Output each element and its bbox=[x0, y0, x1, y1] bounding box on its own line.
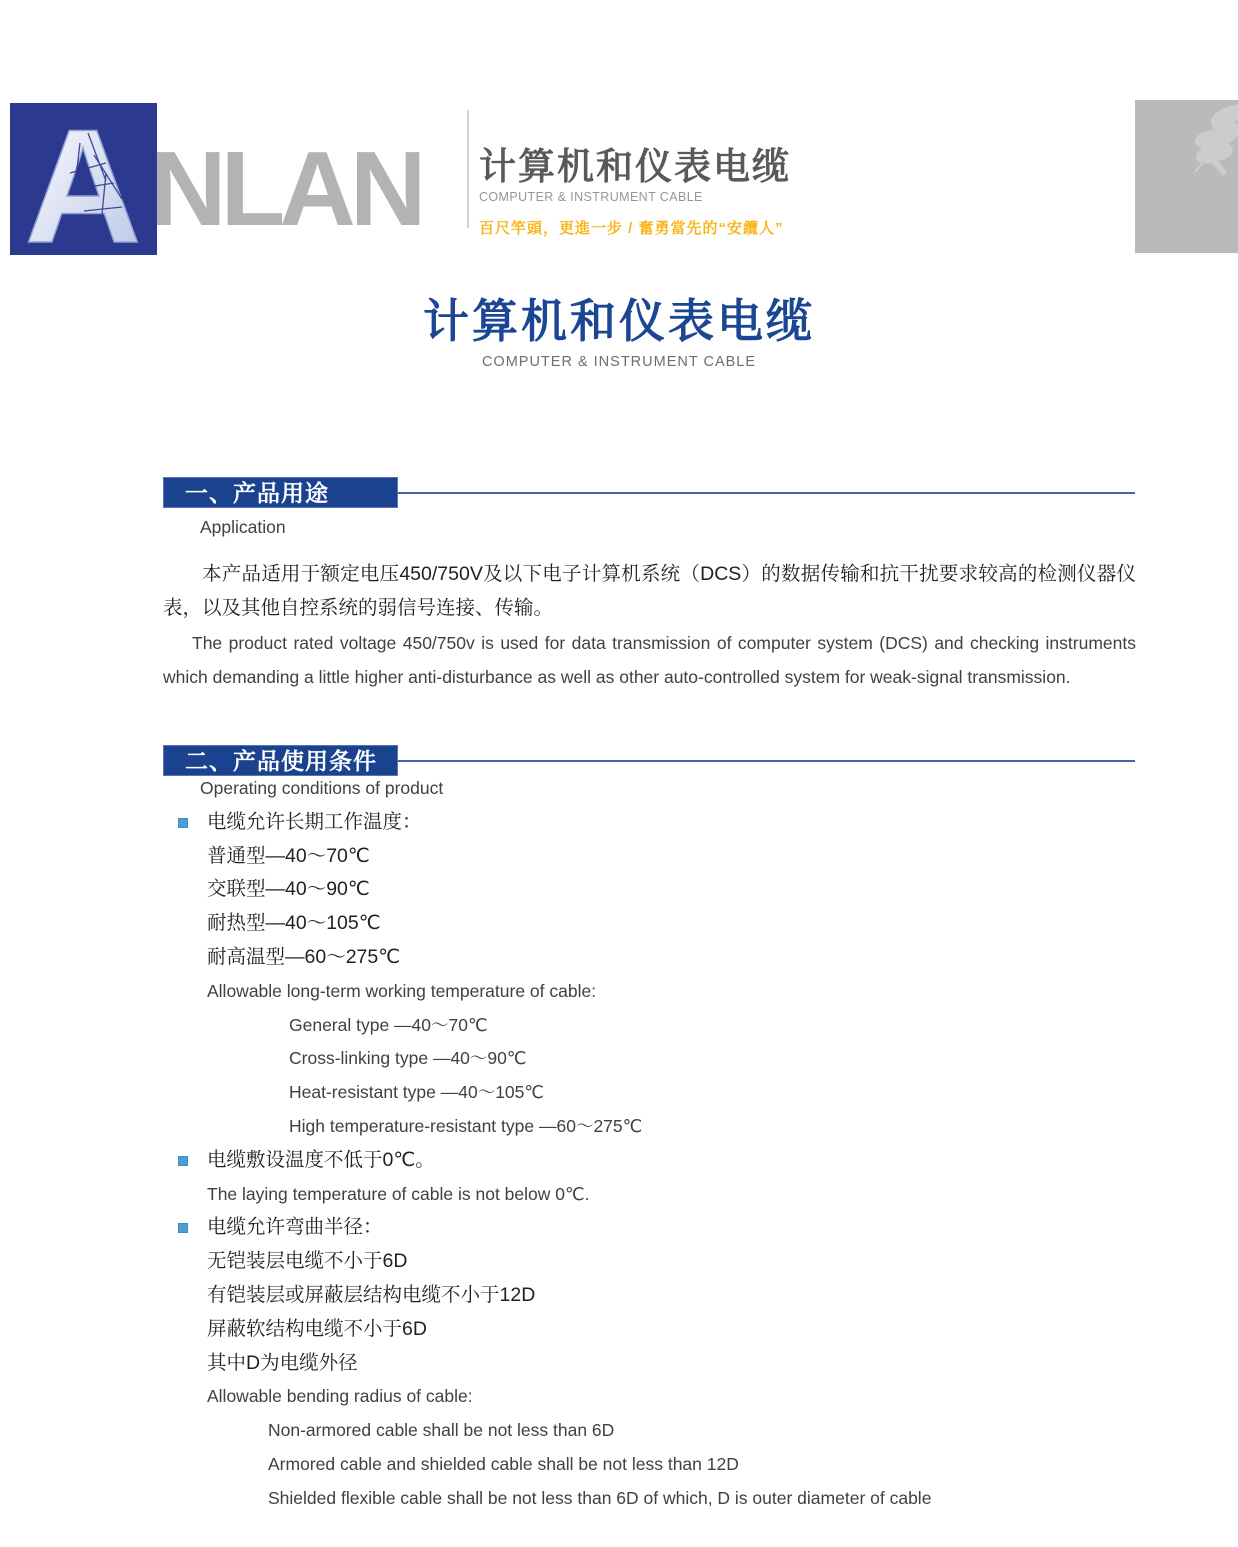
bending-line-diameter-cn: 其中D为电缆外径 bbox=[207, 1351, 358, 1374]
temp-line-heat-cn: 耐热型—40～105℃ bbox=[207, 912, 381, 935]
temp-line-general-cn: 普通型—40～70℃ bbox=[207, 844, 370, 867]
bending-line-armored-en: Armored cable and shielded cable shall be not less than 12D bbox=[268, 1453, 739, 1474]
page-title-block bbox=[0, 296, 1238, 370]
section1-heading-bar: 一、产品用途 bbox=[163, 477, 398, 508]
header-product-title-en: COMPUTER & INSTRUMENT CABLE bbox=[479, 189, 703, 204]
bullet-square-icon bbox=[178, 818, 188, 828]
list-item-laying bbox=[163, 1144, 1136, 1178]
section2-heading-bar: 二、产品使用条件 bbox=[163, 745, 398, 776]
page-subtitle: COMPUTER & INSTRUMENT CABLE bbox=[481, 353, 757, 370]
header-divider bbox=[467, 110, 469, 228]
bending-line-armored-cn: 有铠装层或屏蔽层结构电缆不小于12D bbox=[207, 1283, 536, 1306]
logo-letter: A bbox=[24, 103, 142, 255]
page-title: 计算机和仪表电缆 bbox=[423, 295, 815, 347]
temp-line-crosslink-en: Cross-linking type —40～90℃ bbox=[289, 1048, 527, 1069]
list-item-bending bbox=[163, 1211, 1136, 1245]
section1-heading bbox=[163, 477, 1135, 508]
temp-line-crosslink-cn: 交联型—40～90℃ bbox=[207, 878, 370, 901]
bullet-square-icon bbox=[178, 1223, 188, 1233]
list-item-title: 电缆允许长期工作温度： bbox=[207, 810, 422, 833]
section2-subtitle: Operating conditions of product bbox=[200, 778, 444, 798]
bullet-square-icon bbox=[178, 1156, 188, 1166]
section1-subtitle: Application bbox=[200, 517, 286, 537]
laying-line-en: The laying temperature of cable is not below 0℃. bbox=[207, 1183, 590, 1204]
section1-rule bbox=[398, 492, 1135, 494]
list-item-title: 电缆敷设温度不低于0℃。 bbox=[207, 1148, 435, 1171]
bending-line-nonarmored-cn: 无铠装层电缆不小于6D bbox=[207, 1250, 408, 1273]
corner-decoration bbox=[1135, 100, 1238, 253]
bending-line-shielded-cn: 屏蔽软结构电缆不小于6D bbox=[207, 1317, 427, 1340]
conditions-list bbox=[163, 772, 1136, 1516]
bending-line-nonarmored-en: Non-armored cable shall be not less than 6D bbox=[268, 1420, 615, 1441]
temp-line-general-en: General type —40～70℃ bbox=[289, 1014, 488, 1035]
temp-intro-en: Allowable long-term working temperature of cable: bbox=[207, 980, 597, 1001]
list-item-temperature bbox=[163, 806, 1136, 840]
temp-line-hightemp-en: High temperature-resistant type —60～275℃ bbox=[289, 1115, 643, 1136]
temp-line-hightemp-cn: 耐高温型—60～275℃ bbox=[207, 945, 401, 968]
logo-a-icon bbox=[10, 103, 157, 255]
logo-wordmark: NLAN bbox=[150, 130, 421, 248]
bending-intro-en: Allowable bending radius of cable: bbox=[207, 1386, 473, 1407]
section2-rule bbox=[398, 760, 1135, 762]
company-logo bbox=[10, 103, 157, 255]
header-product-title-cn: 计算机和仪表电缆 bbox=[479, 146, 791, 187]
application-paragraph-cn: 本产品适用于额定电压450/750V及以下电子计算机系统（DCS）的数据传输和抗干扰要求较高的检测仪器仪表，以及其他自控系统的弱信号连接、传输。 bbox=[163, 563, 1136, 619]
temp-line-heat-en: Heat-resistant type —40～105℃ bbox=[289, 1082, 545, 1103]
list-item-title: 电缆允许弯曲半径： bbox=[207, 1216, 383, 1239]
header-slogan: 百尺竿頭，更進一步 / 奮勇當先的“安纜人” bbox=[479, 219, 784, 237]
header-product-block bbox=[479, 146, 791, 238]
leaf-icon bbox=[1135, 100, 1238, 253]
bending-line-shielded-en: Shielded flexible cable shall be not less than 6D of which, D is outer diameter of cable bbox=[268, 1487, 932, 1508]
application-paragraph-en: The product rated voltage 450/750v is used for data transmission of computer system (DCS) and checking instruments which demanding a little higher anti-disturbance as well as other auto-controlled system for weak-signal transmission. bbox=[163, 633, 1136, 687]
